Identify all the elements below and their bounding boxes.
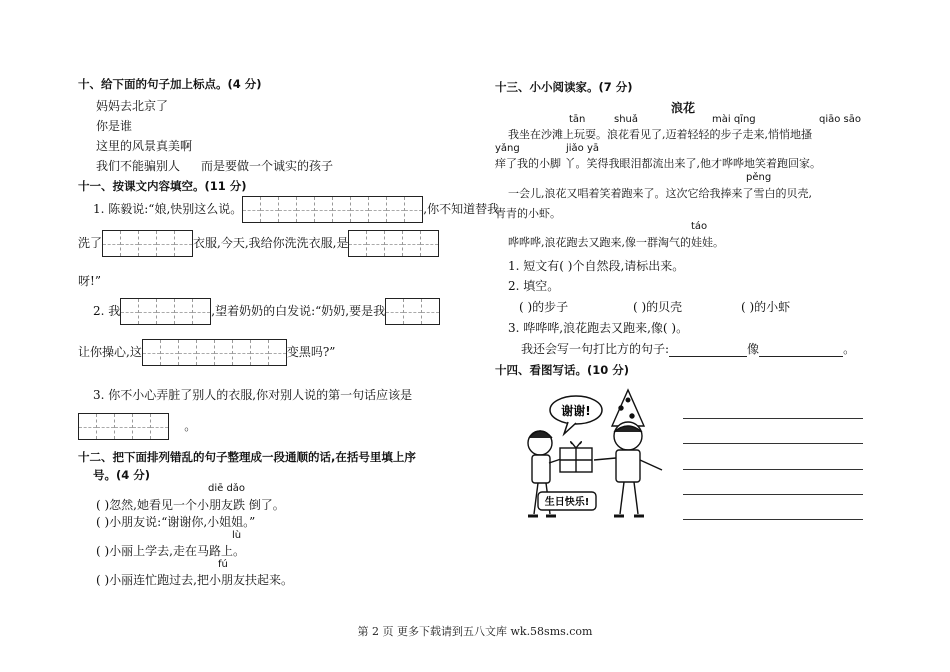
- q13-fill-a: ( )的步子: [519, 300, 569, 314]
- q11-s1-text-c: 洗了: [78, 236, 103, 250]
- birthday-text: 生日快乐!: [544, 497, 590, 508]
- passage-p2-line1: 一会儿,浪花又唱着笑着跑来了。这次它给我捧来了雪白的贝壳,: [508, 187, 812, 200]
- writing-line-4[interactable]: [683, 494, 863, 495]
- q12-item-4: ( )小丽连忙跑过去,把小朋友扶起来。: [96, 573, 293, 587]
- q10-sentence-2: 你是谁: [96, 119, 133, 133]
- q12-item-3: ( )小丽上学去,走在马路上。: [96, 544, 245, 558]
- q11-s2-text-a: 2. 我: [93, 304, 121, 318]
- q13-q4-text-b: 像: [747, 342, 760, 356]
- q13-q4-blank-1[interactable]: [669, 356, 747, 357]
- q11-s1-text-e: 呀!”: [78, 274, 101, 288]
- q11-s1-grid-3[interactable]: [348, 230, 439, 257]
- q10-sentence-3: 这里的风景真美啊: [96, 139, 193, 153]
- q10-sentence-4b: 而是要做一个诚实的孩子: [201, 159, 334, 173]
- q13-heading: 十三、小小阅读家。(7 分): [495, 80, 633, 94]
- q11-s3-row: [78, 413, 196, 440]
- q12-item-2: ( )小朋友说:“谢谢你,小姐姐。”: [96, 515, 256, 529]
- q13-fill-c: ( )的小虾: [741, 300, 791, 314]
- pinyin-shua: shuǎ: [614, 114, 639, 125]
- pinyin-qiaosao: qiāo sāo: [819, 114, 862, 125]
- q13-question-1: 1. 短文有( )个自然段,请标出来。: [508, 259, 685, 273]
- q11-s3-grid[interactable]: [78, 413, 169, 440]
- writing-line-1[interactable]: [683, 418, 863, 419]
- q12-pinyin-1: diē dǎo: [208, 483, 246, 494]
- q11-s3-text-b: 。: [184, 419, 197, 433]
- q11-s2-grid[interactable]: [120, 298, 211, 325]
- pinyin-peng: pěng: [746, 172, 772, 183]
- q13-q4-blank-2[interactable]: [759, 356, 843, 357]
- q12-pinyin-3: lù: [232, 530, 242, 541]
- writing-line-3[interactable]: [683, 469, 863, 470]
- q11-s1-text-b: ,你不知道替我: [423, 202, 500, 216]
- pinyin-maiqing: mài qīng: [712, 114, 756, 125]
- pinyin-yang: yǎng: [495, 143, 520, 154]
- q13-fill-b: ( )的贝壳: [633, 300, 683, 314]
- q11-heading: 十一、按课文内容填空。(11 分): [78, 179, 247, 193]
- q12-item-1: ( )忽然,她看见一个小朋友跌 倒了。: [96, 498, 285, 512]
- q13-question-2: 2. 填空。: [508, 279, 560, 293]
- q11-s1-row: [93, 196, 499, 223]
- q11-s2-grid-3[interactable]: [142, 339, 287, 366]
- q13-question-4: [521, 340, 855, 357]
- q11-s2-text-b: ,望着奶奶的白发说:“奶奶,要是我: [211, 304, 386, 318]
- q13-q4-text-c: 。: [843, 342, 856, 356]
- q11-s1-row2: [78, 230, 439, 257]
- q11-s1-text-a: 1. 陈毅说:“娘,快别这么说。: [93, 202, 243, 216]
- q11-s2-grid-2[interactable]: [385, 298, 440, 325]
- q12-heading-2: 号。(4 分): [93, 468, 151, 482]
- q10-sentence-1: 妈妈去北京了: [96, 99, 169, 113]
- q10-heading: 十、给下面的句子加上标点。(4 分): [78, 77, 262, 91]
- writing-line-2[interactable]: [683, 443, 863, 444]
- q13-question-3: 3. 哗哗哗,浪花跑去又跑来,像( )。: [508, 321, 689, 335]
- passage-p2-line2: 青青的小虾。: [495, 207, 561, 220]
- pinyin-tao: táo: [691, 221, 708, 232]
- q14-heading: 十四、看图写话。(10 分): [495, 363, 630, 377]
- q11-s1-grid-2[interactable]: [102, 230, 193, 257]
- q11-s2-row2: [78, 339, 335, 366]
- q11-s2-text-c: 让你操心,这: [78, 345, 142, 359]
- q11-s1-text-d: 衣服,今天,我给你洗洗衣服,是: [193, 236, 349, 250]
- thanks-text: 谢谢!: [561, 404, 591, 418]
- writing-line-5[interactable]: [683, 519, 863, 520]
- q11-s2-row: [93, 298, 440, 325]
- q11-s1-grid[interactable]: [242, 196, 423, 223]
- birthday-illustration: [524, 388, 672, 528]
- page-footer: 第 2 页 更多下载请到五八文库 wk.58sms.com: [357, 625, 593, 638]
- q12-heading-1: 十二、把下面排列错乱的句子整理成一段通顺的话,在括号里填上序: [78, 450, 416, 464]
- q12-pinyin-4: fú: [218, 559, 228, 570]
- q11-s2-text-d: 变黑吗?”: [286, 345, 336, 359]
- q10-sentence-4a: 我们不能骗别人: [96, 159, 181, 173]
- gift-box: [560, 442, 592, 472]
- passage-p1-line2: 痒了我的小脚 丫。笑得我眼泪都流出来了,他才哗哗地笑着跑回家。: [495, 157, 821, 170]
- pinyin-jiaoya: jiǎo yā: [566, 143, 600, 154]
- passage-title: 浪花: [671, 101, 696, 115]
- passage-p1-line1: 我坐在沙滩上玩耍。浪花看见了,迈着轻轻的步子走来,悄悄地搔: [508, 128, 812, 141]
- pinyin-tan: tān: [569, 114, 586, 125]
- q13-q4-text-a: 我还会写一句打比方的句子:: [521, 342, 670, 356]
- passage-p3-line1: 哗哗哗,浪花跑去又跑来,像一群淘气的娃娃。: [508, 236, 724, 249]
- right-kid: [594, 390, 662, 516]
- q11-s3-text-a: 3. 你不小心弄脏了别人的衣服,你对别人说的第一句话应该是: [93, 388, 413, 402]
